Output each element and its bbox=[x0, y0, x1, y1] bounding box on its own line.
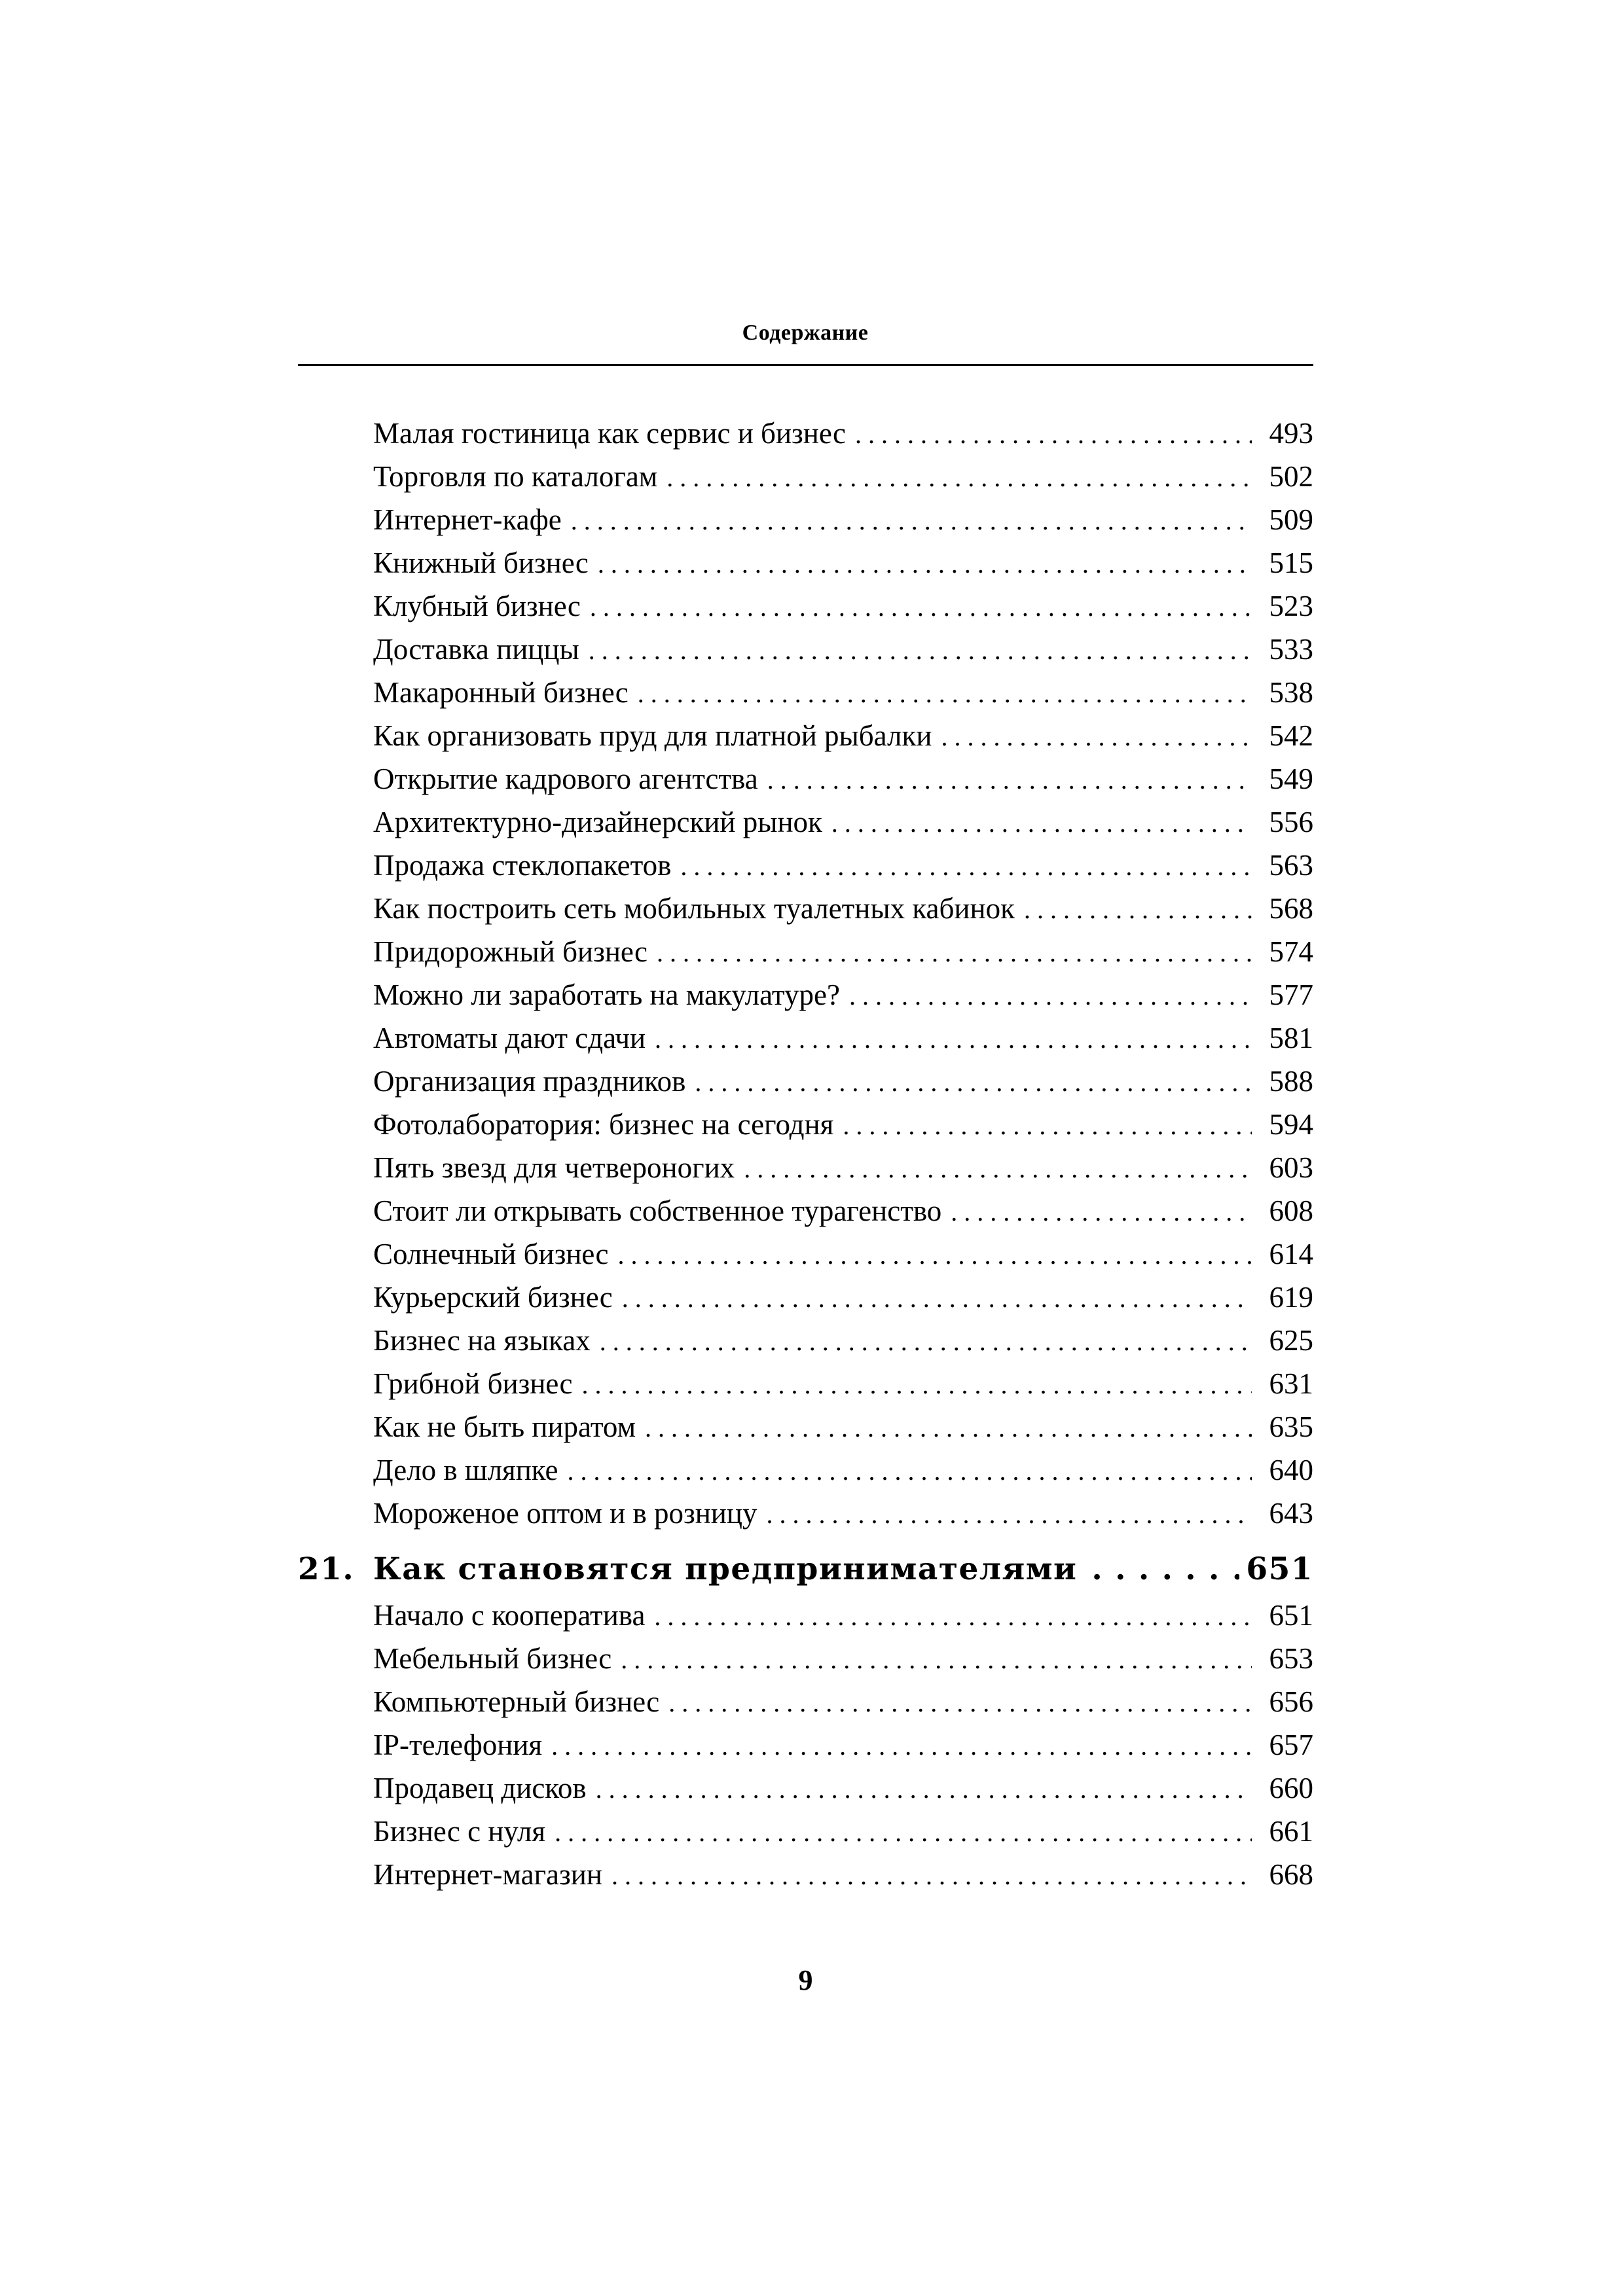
toc-entry-page-number: 581 bbox=[1269, 1022, 1313, 1054]
toc-entry bbox=[298, 1453, 1313, 1496]
toc-entry-title: Фотолаборатория: бизнес на сегодня bbox=[373, 1108, 834, 1141]
dot-leader bbox=[655, 1024, 1252, 1054]
toc-entry bbox=[298, 1367, 1313, 1410]
dot-leader bbox=[581, 1369, 1252, 1400]
toc-entry bbox=[298, 675, 1313, 719]
toc-entry-page-number: 625 bbox=[1269, 1324, 1313, 1357]
toc-entry-page-number: 614 bbox=[1269, 1238, 1313, 1270]
dot-leader bbox=[831, 808, 1252, 838]
dot-leader bbox=[849, 980, 1252, 1011]
toc-entry-page-number: 603 bbox=[1269, 1151, 1313, 1184]
dot-leader bbox=[1091, 1551, 1239, 1587]
toc-entry bbox=[298, 1496, 1313, 1539]
dot-leader bbox=[618, 1240, 1252, 1270]
toc-entry bbox=[298, 503, 1313, 546]
dot-leader bbox=[695, 1067, 1252, 1098]
toc-entry-page-number: 635 bbox=[1269, 1410, 1313, 1443]
toc-entry-title: IP-телефония bbox=[373, 1729, 543, 1761]
toc-entry-title: Стоит ли открывать собственное турагенство bbox=[373, 1194, 942, 1227]
toc-entry-title: Книжный бизнес bbox=[373, 547, 589, 579]
toc-entry-title: Открытие кадрового агентства bbox=[373, 762, 758, 795]
dot-leader bbox=[598, 548, 1252, 579]
toc-entry-page-number: 668 bbox=[1269, 1858, 1313, 1891]
dot-leader bbox=[951, 1196, 1252, 1227]
toc-entry bbox=[298, 1685, 1313, 1728]
toc-entry-page-number: 542 bbox=[1269, 719, 1313, 752]
toc-entry-title: Мебельный бизнес bbox=[373, 1642, 612, 1675]
toc-entry bbox=[298, 589, 1313, 632]
toc-entry-title: Макаронный бизнес bbox=[373, 676, 629, 709]
toc-entry-page-number: 631 bbox=[1269, 1367, 1313, 1400]
toc-entry-page-number: 588 bbox=[1269, 1065, 1313, 1098]
toc-entry-title: Доставка пиццы bbox=[373, 633, 579, 666]
dot-leader bbox=[668, 1687, 1252, 1718]
toc-entry-title: Малая гостиница как сервис и бизнес bbox=[373, 417, 846, 450]
toc-entry-page-number: 509 bbox=[1269, 503, 1313, 536]
toc-entry bbox=[298, 978, 1313, 1021]
dot-leader bbox=[666, 462, 1252, 493]
toc-entry-page-number: 651 bbox=[1269, 1599, 1313, 1632]
toc-entry-page-number: 563 bbox=[1269, 849, 1313, 882]
chapter-title: Как становятся предпринимателями bbox=[373, 1551, 1078, 1587]
toc-entry-title: Начало с кооператива bbox=[373, 1599, 646, 1632]
toc-entry bbox=[298, 416, 1313, 459]
toc-entry-page-number: 577 bbox=[1269, 978, 1313, 1011]
toc-entry bbox=[298, 632, 1313, 675]
toc-entry-title: Как построить сеть мобильных туалетных кабинок bbox=[373, 892, 1015, 925]
toc-entry-page-number: 657 bbox=[1269, 1729, 1313, 1761]
toc-entry-page-number: 549 bbox=[1269, 762, 1313, 795]
toc-entry bbox=[298, 1323, 1313, 1367]
dot-leader bbox=[551, 1731, 1252, 1761]
toc-entry-title: Солнечный бизнес bbox=[373, 1238, 609, 1270]
toc-entry-title: Компьютерный бизнес bbox=[373, 1685, 660, 1718]
toc-entry bbox=[298, 1107, 1313, 1151]
dot-leader bbox=[680, 851, 1252, 882]
toc-entry bbox=[298, 1237, 1313, 1280]
dot-leader bbox=[571, 505, 1252, 536]
toc-entry-page-number: 661 bbox=[1269, 1815, 1313, 1848]
toc-entry-title: Бизнес с нуля bbox=[373, 1815, 546, 1848]
dot-leader bbox=[843, 1110, 1252, 1141]
toc-entry-title: Придорожный бизнес bbox=[373, 935, 647, 968]
toc-entry bbox=[298, 1280, 1313, 1323]
toc-entry-title: Мороженое оптом и в розницу bbox=[373, 1497, 757, 1530]
toc-entry bbox=[298, 1194, 1313, 1237]
toc-entry bbox=[298, 1151, 1313, 1194]
toc-entry-page-number: 538 bbox=[1269, 676, 1313, 709]
dot-leader bbox=[638, 678, 1252, 709]
toc-entry bbox=[298, 1064, 1313, 1107]
running-header: Содержание bbox=[742, 321, 869, 345]
toc-entry-page-number: 523 bbox=[1269, 590, 1313, 622]
toc-entry-title: Как не быть пиратом bbox=[373, 1410, 636, 1443]
toc-entry-title: Продажа стеклопакетов bbox=[373, 849, 672, 882]
dot-leader bbox=[941, 721, 1252, 752]
header-rule bbox=[298, 364, 1313, 366]
toc-entry bbox=[298, 1410, 1313, 1453]
toc-entry bbox=[298, 1857, 1313, 1901]
toc-entry bbox=[298, 1598, 1313, 1641]
toc-entry-page-number: 643 bbox=[1269, 1497, 1313, 1530]
toc-entry-page-number: 515 bbox=[1269, 547, 1313, 579]
dot-leader bbox=[596, 1774, 1252, 1804]
dot-leader bbox=[767, 764, 1252, 795]
toc-entry bbox=[298, 1641, 1313, 1685]
toc-entry-page-number: 594 bbox=[1269, 1108, 1313, 1141]
toc-entry-page-number: 556 bbox=[1269, 806, 1313, 838]
toc-entry bbox=[298, 1021, 1313, 1064]
toc-entry-title: Организация праздников bbox=[373, 1065, 686, 1098]
dot-leader bbox=[589, 635, 1252, 666]
dot-leader bbox=[622, 1283, 1252, 1314]
toc-entry-page-number: 568 bbox=[1269, 892, 1313, 925]
dot-leader bbox=[657, 937, 1252, 968]
toc-entry-title: Дело в шляпке bbox=[373, 1454, 558, 1486]
table-of-contents bbox=[298, 416, 1313, 1901]
toc-entry-title: Пять звезд для четвероногих bbox=[373, 1151, 735, 1184]
dot-leader bbox=[568, 1456, 1252, 1486]
toc-entry-title: Архитектурно-дизайнерский рынок bbox=[373, 806, 822, 838]
toc-entry-page-number: 574 bbox=[1269, 935, 1313, 968]
toc-entry-page-number: 656 bbox=[1269, 1685, 1313, 1718]
toc-entry-page-number: 608 bbox=[1269, 1194, 1313, 1227]
toc-entry-title: Интернет-кафе bbox=[373, 503, 562, 536]
toc-entry bbox=[298, 719, 1313, 762]
toc-entry-title: Автоматы дают сдачи bbox=[373, 1022, 646, 1054]
toc-entry-page-number: 619 bbox=[1269, 1281, 1313, 1314]
toc-section-before bbox=[298, 416, 1313, 1539]
toc-entry-title: Клубный бизнес bbox=[373, 590, 581, 622]
toc-entry-page-number: 653 bbox=[1269, 1642, 1313, 1675]
toc-entry-title: Курьерский бизнес bbox=[373, 1281, 613, 1314]
toc-entry-title: Как организовать пруд для платной рыбалки bbox=[373, 719, 932, 752]
toc-entry-page-number: 660 bbox=[1269, 1772, 1313, 1804]
toc-section-after bbox=[298, 1598, 1313, 1901]
chapter-number: 21. bbox=[298, 1551, 355, 1587]
toc-entry-page-number: 502 bbox=[1269, 460, 1313, 493]
page-number: 9 bbox=[798, 1964, 813, 1996]
toc-entry-title: Грибной бизнес bbox=[373, 1367, 573, 1400]
toc-entry-title: Продавец дисков bbox=[373, 1772, 587, 1804]
toc-entry bbox=[298, 848, 1313, 891]
dot-leader bbox=[645, 1412, 1252, 1443]
dot-leader bbox=[555, 1817, 1252, 1848]
toc-entry bbox=[298, 805, 1313, 848]
toc-entry bbox=[298, 1814, 1313, 1857]
toc-entry-title: Торговля по каталогам bbox=[373, 460, 658, 493]
toc-entry-page-number: 640 bbox=[1269, 1454, 1313, 1486]
toc-entry-title: Бизнес на языках bbox=[373, 1324, 591, 1357]
toc-entry-title: Интернет-магазин bbox=[373, 1858, 602, 1891]
toc-entry bbox=[298, 459, 1313, 503]
dot-leader bbox=[621, 1644, 1252, 1675]
chapter-heading bbox=[298, 1551, 1313, 1598]
toc-entry-title: Можно ли заработать на макулатуре? bbox=[373, 978, 840, 1011]
toc-entry bbox=[298, 891, 1313, 935]
toc-entry-page-number: 493 bbox=[1269, 417, 1313, 450]
dot-leader bbox=[611, 1860, 1252, 1891]
toc-entry bbox=[298, 762, 1313, 805]
toc-entry-page-number: 533 bbox=[1269, 633, 1313, 666]
toc-entry bbox=[298, 935, 1313, 978]
dot-leader bbox=[1024, 894, 1252, 925]
dot-leader bbox=[744, 1153, 1252, 1184]
dot-leader bbox=[590, 592, 1252, 622]
dot-leader bbox=[766, 1499, 1252, 1530]
dot-leader bbox=[600, 1326, 1252, 1357]
toc-entry bbox=[298, 1728, 1313, 1771]
toc-entry bbox=[298, 1771, 1313, 1814]
chapter-page-number: 651 bbox=[1246, 1551, 1313, 1587]
dot-leader bbox=[654, 1601, 1252, 1632]
toc-entry bbox=[298, 546, 1313, 589]
dot-leader bbox=[855, 419, 1252, 450]
